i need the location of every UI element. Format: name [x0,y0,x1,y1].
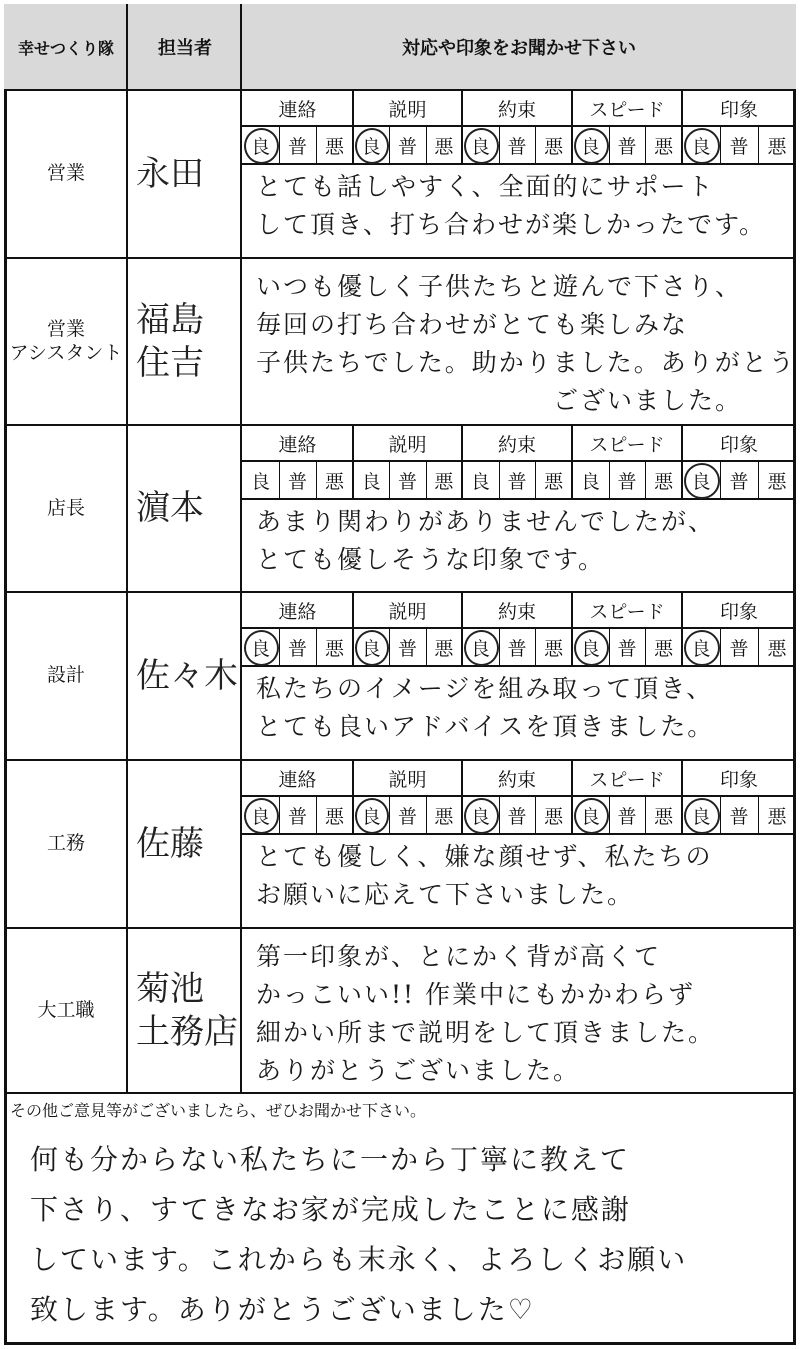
department-label: 営業 アシスタント [9,317,123,364]
category-label: 説明 [388,433,427,456]
category-label: 約束 [497,98,536,121]
rating-option: 良 [691,637,711,660]
rating-option: 普 [397,470,417,493]
category-label: 約束 [497,768,536,791]
rating-option: 良 [250,805,270,828]
category-label: 説明 [388,98,427,121]
rating-option: 悪 [544,637,564,660]
rating-option: 良 [691,470,711,493]
rating-option: 良 [361,805,381,828]
category-label: 連絡 [278,600,317,623]
category-label: 連絡 [278,433,317,456]
rating-option: 良 [580,637,600,660]
rating-option: 普 [729,805,749,828]
category-label: 印象 [719,98,758,121]
rating-option: 普 [287,805,307,828]
rating-option: 普 [397,805,417,828]
rating-option: 悪 [654,470,674,493]
rating-option: 悪 [324,470,344,493]
category-label: 印象 [719,600,758,623]
rating-option: 普 [507,637,527,660]
rating-option: 良 [470,637,490,660]
rating-option: 悪 [324,135,344,158]
rating-option: 悪 [544,470,564,493]
staff-comment: とても優しく、嫌な顔せず、私たちの お願いに応えて下さいました。 [256,842,713,909]
staff-signature: 濵本 [136,488,204,529]
rating-option: 良 [250,135,270,158]
staff-signature: 佐藤 [136,823,204,864]
rating-option: 普 [287,135,307,158]
category-label: 約束 [497,433,536,456]
rating-option: 悪 [434,805,454,828]
rating-option: 悪 [544,805,564,828]
rating-option: 悪 [324,805,344,828]
other-comments-text: 何も分からない私たちに一から丁寧に教えて 下さり、すてきなお家が完成したことに感謝 しています。これからも末永く、よろしくお願い 致します。ありがとうございました♡ [30,1143,688,1326]
other-comments-label: その他ご意見等がございましたら、ぜひお聞かせ下さい。 [10,1101,427,1120]
category-label: 説明 [388,600,427,623]
department-label: 営業 [46,162,85,185]
header-feedback: 対応や印象をお聞かせ下さい [402,38,636,59]
header-staff: 担当者 [158,38,212,59]
staff-signature: 福島 住吉 [136,300,204,383]
rating-option: 良 [361,470,381,493]
rating-option: 普 [729,637,749,660]
category-label: スピード [589,433,665,456]
staff-comment: 第一印象が、とにかく背が高くて かっこいい!! 作業中にもかかわらず 細かい所まで説明をして頂きました。 ありがとうございました。 [256,942,716,1085]
category-label: スピード [589,768,665,791]
staff-comment: 私たちのイメージを組み取って頂き、 とても良いアドバイスを頂きました。 [256,674,715,741]
department-label: 工務 [46,832,85,855]
rating-option: 普 [617,470,637,493]
rating-option: 普 [617,805,637,828]
category-label: 連絡 [278,768,317,791]
rating-option: 良 [470,805,490,828]
rating-option: 悪 [434,637,454,660]
rating-option: 普 [287,470,307,493]
rating-option: 普 [729,470,749,493]
rating-option: 良 [580,470,600,493]
rating-option: 悪 [544,135,564,158]
rating-option: 良 [691,135,711,158]
rating-option: 良 [580,805,600,828]
rating-option: 悪 [324,637,344,660]
department-label: 店長 [46,496,85,519]
rating-option: 良 [250,470,270,493]
staff-signature: 菊池 土務店 [136,969,238,1052]
category-label: スピード [589,98,665,121]
category-label: 連絡 [278,98,317,121]
rating-option: 普 [507,135,527,158]
rating-option: 悪 [434,135,454,158]
category-label: 印象 [719,768,758,791]
header-team: 幸せつくり隊 [17,38,114,58]
rating-option: 悪 [767,805,787,828]
rating-option: 悪 [654,637,674,660]
rating-option: 良 [470,470,490,493]
rating-option: 悪 [654,805,674,828]
rating-option: 悪 [654,135,674,158]
rating-option: 普 [397,637,417,660]
category-label: スピード [589,600,665,623]
staff-comment: あまり関わりがありませんでしたが、 とても優しそうな印象です。 [256,507,716,574]
rating-option: 良 [361,637,381,660]
rating-option: 良 [470,135,490,158]
category-label: 説明 [388,768,427,791]
category-label: 印象 [719,433,758,456]
rating-option: 悪 [434,470,454,493]
rating-option: 普 [617,637,637,660]
rating-option: 良 [691,805,711,828]
rating-option: 悪 [767,135,787,158]
staff-comment: いつも優しく子供たちと遊んで下さり、 毎回の打ち合わせがとても楽しみな 子供たちでした。助かりました。ありがとう ございました。 [256,272,796,415]
category-label: 約束 [497,600,536,623]
rating-option: 普 [287,637,307,660]
rating-option: 良 [250,637,270,660]
rating-option: 悪 [767,470,787,493]
rating-option: 普 [507,805,527,828]
rating-option: 普 [397,135,417,158]
rating-option: 良 [361,135,381,158]
rating-option: 良 [580,135,600,158]
department-label: 設計 [46,664,85,687]
rating-option: 悪 [767,637,787,660]
staff-signature: 佐々木 [136,655,238,696]
staff-signature: 永田 [136,153,204,194]
rating-option: 普 [617,135,637,158]
rating-option: 普 [507,470,527,493]
department-label: 大工職 [37,998,95,1021]
rating-option: 普 [729,135,749,158]
staff-comment: とても話しやすく、全面的にサポート して頂き、打ち合わせが楽しかったです。 [256,172,767,239]
